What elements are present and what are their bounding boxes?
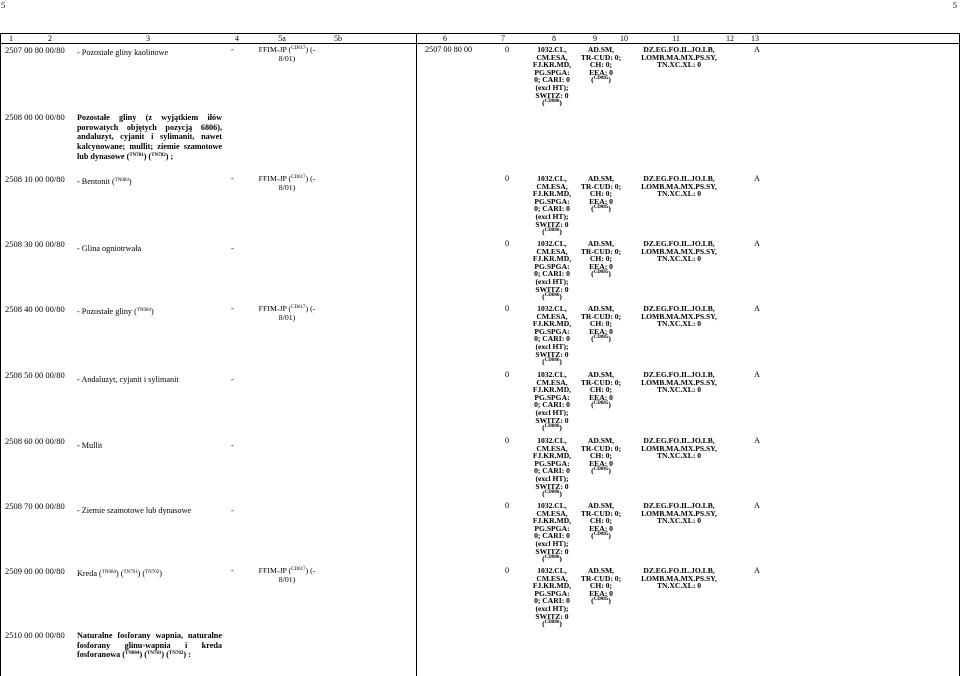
column-header: 8 (552, 34, 556, 43)
goods-description: - Andaluzyt, cyjanit i sylimanit (77, 375, 179, 384)
column-8-codes-line: 1032.CL, (537, 174, 567, 183)
column-8-codes-line: PG.SPGA: (534, 196, 570, 206)
column-13-value: A (754, 304, 760, 313)
column-8-codes (530, 175, 574, 236)
column-8-codes-line: SWITZ: 0 (535, 611, 569, 621)
column-9-codes (578, 175, 624, 213)
column-8-codes-line: FJ.KR.MD, (532, 189, 572, 199)
column-11-codes (638, 437, 720, 460)
column-8-codes-line: ($^{CD886}$) (542, 357, 562, 367)
goods-description: - Ziemie szamotowe lub dynasowe (77, 506, 192, 515)
column-8-codes-line: ($^{CD886}$) (542, 423, 562, 433)
column-header: 5b (334, 34, 342, 43)
column-header: 9 (593, 34, 597, 43)
column-9-codes-line: TR-CUD: 0; (580, 377, 622, 387)
column-8-codes-line: SWITZ: 0 (535, 284, 569, 294)
column-8-codes-line: PG.SPGA: (534, 458, 570, 468)
column-7-value: 0 (505, 370, 510, 379)
column-8-codes-line: SWITZ: 0 (535, 90, 569, 100)
column-9-codes-line: ($^{CD885}$) (591, 466, 611, 476)
column-13-value: A (754, 436, 760, 445)
column-11-codes-line: TN.XC.XL: 0 (656, 581, 702, 591)
column-8-codes-line: 0; CARI: 0 (534, 466, 570, 476)
cn-code: 2508 40 00 00/80 (5, 304, 65, 314)
column-11-codes-line: TN.XC.XL: 0 (656, 451, 702, 461)
column-11-codes-line: LOMB.MA.MX.PS.SY, (641, 508, 717, 518)
column-8-codes-line: CM.ESA, (536, 246, 568, 256)
column-8-codes-line: CM.ESA, (536, 443, 568, 453)
column-11-codes-line: DZ.EG.FO.IL.JO.LB, (643, 436, 715, 445)
column-header: 11 (672, 34, 680, 43)
column-11-codes-line: TN.XC.XL: 0 (656, 60, 702, 70)
column-8-codes-line: ($^{CD886}$) (542, 227, 562, 237)
column-7-value: 0 (505, 566, 510, 575)
column-13-value: A (754, 370, 760, 379)
column-11-codes-line: TN.XC.XL: 0 (656, 385, 702, 395)
column-4-value: - (231, 375, 234, 384)
column-8-codes-line: FJ.KR.MD, (532, 451, 572, 461)
column-8-codes-line: (excl HT); (535, 211, 569, 221)
column-11-codes-line: DZ.EG.FO.IL.JO.LB, (643, 45, 715, 54)
column-8-codes (530, 371, 574, 432)
column-7-value: 0 (505, 304, 510, 313)
column-8-codes-line: 1032.CL, (537, 501, 567, 510)
column-header: 6 (443, 34, 447, 43)
cn-code: 2508 30 00 00/80 (5, 239, 65, 249)
column-8-codes-line: 0; CARI: 0 (534, 204, 570, 214)
column-11-codes-line: LOMB.MA.MX.PS.SY, (641, 246, 717, 256)
column-9-codes (578, 240, 624, 278)
column-11-codes (638, 502, 720, 525)
goods-description: - Bentonit ($^{TN084}$) (77, 177, 132, 186)
column-4-value: - (231, 566, 234, 575)
column-8-codes-line: PG.SPGA: (534, 261, 570, 271)
goods-description: - Glina ogniotrwała (77, 244, 142, 253)
column-8-codes-line: CM.ESA, (536, 573, 568, 583)
column-8-codes-line: 1032.CL, (537, 370, 567, 379)
goods-description: - Mullit (77, 441, 103, 450)
column-8-codes-line: 1032.CL, (537, 566, 567, 575)
column-9-codes-line: ($^{CD885}$) (591, 400, 611, 410)
column-9-codes-line: CH: 0; (589, 319, 613, 329)
column-9-codes-line: CH: 0; (589, 451, 613, 461)
column-9-codes-line: EEA: 0 (589, 392, 613, 402)
ffim-restriction: FFIM-JP ($^{CD617}$) (- 8/01) (258, 174, 316, 192)
column-9-codes-line: CH: 0; (589, 254, 613, 264)
column-11-codes (638, 175, 720, 198)
column-8-codes-line: FJ.KR.MD, (532, 60, 572, 70)
column-11-codes-line: DZ.EG.FO.IL.JO.LB, (643, 501, 715, 510)
page-number-right: 5 (952, 0, 957, 10)
column-11-codes-line: TN.XC.XL: 0 (656, 516, 702, 526)
column-13-value: A (754, 501, 760, 510)
column-8-codes-line: ($^{CD886}$) (542, 619, 562, 629)
column-8-codes-line: 1032.CL, (537, 45, 567, 54)
column-8-codes-line: PG.SPGA: (534, 67, 570, 77)
column-11-codes-line: TN.XC.XL: 0 (656, 189, 702, 199)
column-header: 7 (501, 34, 505, 43)
column-11-codes (638, 46, 720, 69)
column-9-codes (578, 437, 624, 475)
column-11-codes-line: LOMB.MA.MX.PS.SY, (641, 443, 717, 453)
cn-code: 2510 00 00 00/80 (5, 630, 65, 640)
column-8-codes-line: CM.ESA, (536, 377, 568, 387)
column-header: 12 (726, 34, 734, 43)
column-8-codes-line: 0; CARI: 0 (534, 334, 570, 344)
column-8-codes-line: (excl HT); (535, 276, 569, 286)
cn-code: 2508 50 00 00/80 (5, 370, 65, 380)
column-8-codes-line: SWITZ: 0 (535, 219, 569, 229)
column-9-codes-line: CH: 0; (589, 516, 613, 526)
column-9-codes-line: AD.SM, (587, 436, 615, 445)
column-8-codes (530, 46, 574, 107)
column-8-codes-line: FJ.KR.MD, (532, 516, 572, 526)
column-9-codes-line: EEA: 0 (589, 588, 613, 598)
goods-description: Naturalne fosforany wapnia, naturalne fosforany glinu-wapnia i kreda fosforanowa ($^{TN084}$) ($^{TN701}$) ($^{TN702}$) : (77, 631, 222, 660)
column-9-codes-line: AD.SM, (587, 304, 615, 313)
header-bottom-rule (0, 43, 960, 44)
column-7-value: 0 (505, 174, 510, 183)
column-8-codes-line: 0; CARI: 0 (534, 596, 570, 606)
column-header: 1 (9, 34, 13, 43)
column-8-codes-line: PG.SPGA: (534, 326, 570, 336)
column-13-value: A (754, 566, 760, 575)
column-9-codes-line: TR-CUD: 0; (580, 52, 622, 62)
column-8-codes-line: FJ.KR.MD, (532, 581, 572, 591)
column-8-codes-line: 0; CARI: 0 (534, 269, 570, 279)
ffim-restriction: FFIM-JP ($^{CD617}$) (- 8/01) (258, 45, 316, 63)
column-11-codes-line: TN.XC.XL: 0 (656, 254, 702, 264)
column-11-codes-line: LOMB.MA.MX.PS.SY, (641, 377, 717, 387)
column-9-codes-line: AD.SM, (587, 174, 615, 183)
page-number-left: 5 (1, 0, 6, 10)
column-9-codes-line: ($^{CD885}$) (591, 334, 611, 344)
column-8-codes-line: ($^{CD886}$) (542, 554, 562, 564)
column-8-codes-line: (excl HT); (535, 473, 569, 483)
column-header: 13 (751, 34, 759, 43)
column-8-codes (530, 502, 574, 563)
cn-code: 2508 00 00 00/80 (5, 112, 65, 122)
column-11-codes-line: DZ.EG.FO.IL.JO.LB, (643, 174, 715, 183)
column-8-codes-line: 1032.CL, (537, 436, 567, 445)
column-8-codes-line: SWITZ: 0 (535, 481, 569, 491)
ffim-restriction: FFIM-JP ($^{CD617}$) (- 8/01) (258, 304, 316, 322)
column-9-codes-line: EEA: 0 (589, 458, 613, 468)
column-9-codes-line: EEA: 0 (589, 261, 613, 271)
column-8-codes-line: (excl HT); (535, 82, 569, 92)
column-8-codes (530, 240, 574, 301)
column-8-codes (530, 305, 574, 366)
column-9-codes-line: CH: 0; (589, 189, 613, 199)
cn-code: 2509 00 00 00/80 (5, 566, 65, 576)
column-9-codes (578, 371, 624, 409)
column-9-codes-line: AD.SM, (587, 370, 615, 379)
column-9-codes-line: CH: 0; (589, 385, 613, 395)
column-4-value: - (231, 45, 234, 54)
column-8-codes-line: SWITZ: 0 (535, 349, 569, 359)
column-8-codes-line: (excl HT); (535, 603, 569, 613)
column-11-codes (638, 305, 720, 328)
goods-description: - Pozostałe gliny kaolinowe (77, 48, 169, 57)
column-header: 3 (146, 34, 150, 43)
column-8-codes-line: ($^{CD886}$) (542, 98, 562, 108)
column-11-codes-line: LOMB.MA.MX.PS.SY, (641, 181, 717, 191)
column-8-codes-line: 1032.CL, (537, 304, 567, 313)
column-8-codes-line: 0; CARI: 0 (534, 400, 570, 410)
table-top-rule (0, 33, 960, 34)
column-9-codes-line: EEA: 0 (589, 196, 613, 206)
column-7-value: 0 (505, 239, 510, 248)
column-13-value: A (754, 174, 760, 183)
column-4-value: - (231, 244, 234, 253)
column-11-codes-line: DZ.EG.FO.IL.JO.LB, (643, 304, 715, 313)
cn-code: 2508 70 00 00/80 (5, 501, 65, 511)
column-11-codes-line: TN.XC.XL: 0 (656, 319, 702, 329)
cn-code: 2508 60 00 00/80 (5, 436, 65, 446)
column-8-codes-line: CM.ESA, (536, 508, 568, 518)
column-11-codes (638, 240, 720, 263)
column-9-codes-line: ($^{CD885}$) (591, 531, 611, 541)
column-9-codes-line: AD.SM, (587, 45, 615, 54)
column-8-codes-line: (excl HT); (535, 341, 569, 351)
column-8-codes-line: 0; CARI: 0 (534, 531, 570, 541)
column-6-code: 2507 00 80 00 (425, 45, 473, 54)
column-9-codes (578, 502, 624, 540)
column-divider (416, 33, 417, 676)
column-8-codes (530, 437, 574, 498)
column-8-codes-line: SWITZ: 0 (535, 546, 569, 556)
column-header: 2 (48, 34, 52, 43)
column-9-codes-line: ($^{CD885}$) (591, 596, 611, 606)
column-8-codes-line: CM.ESA, (536, 311, 568, 321)
column-8-codes-line: FJ.KR.MD, (532, 385, 572, 395)
column-8-codes-line: PG.SPGA: (534, 588, 570, 598)
column-9-codes-line: TR-CUD: 0; (580, 443, 622, 453)
column-9-codes-line: ($^{CD885}$) (591, 204, 611, 214)
column-7-value: 0 (505, 45, 510, 54)
column-header: 10 (620, 34, 628, 43)
column-9-codes-line: AD.SM, (587, 501, 615, 510)
ffim-restriction: FFIM-JP ($^{CD617}$) (- 8/01) (258, 566, 316, 584)
goods-description: Kreda ($^{TN084}$) ($^{TN701}$) ($^{TN702}$) (77, 569, 163, 578)
column-header: 4 (235, 34, 239, 43)
column-4-value: - (231, 441, 234, 450)
column-9-codes (578, 46, 624, 84)
goods-description: - Pozostałe gliny ($^{TN084}$) (77, 307, 154, 316)
column-7-value: 0 (505, 501, 510, 510)
column-9-codes-line: AD.SM, (587, 239, 615, 248)
column-11-codes-line: LOMB.MA.MX.PS.SY, (641, 311, 717, 321)
column-9-codes-line: EEA: 0 (589, 523, 613, 533)
column-8-codes-line: ($^{CD886}$) (542, 489, 562, 499)
column-11-codes-line: LOMB.MA.MX.PS.SY, (641, 52, 717, 62)
column-9-codes-line: CH: 0; (589, 60, 613, 70)
column-8-codes-line: CM.ESA, (536, 52, 568, 62)
column-13-value: A (754, 239, 760, 248)
column-8-codes-line: PG.SPGA: (534, 523, 570, 533)
column-11-codes (638, 371, 720, 394)
column-9-codes-line: AD.SM, (587, 566, 615, 575)
column-11-codes-line: DZ.EG.FO.IL.JO.LB, (643, 566, 715, 575)
column-8-codes-line: PG.SPGA: (534, 392, 570, 402)
column-8-codes-line: CM.ESA, (536, 181, 568, 191)
column-8-codes-line: 1032.CL, (537, 239, 567, 248)
column-7-value: 0 (505, 436, 510, 445)
column-4-value: - (231, 304, 234, 313)
column-9-codes-line: CH: 0; (589, 581, 613, 591)
column-9-codes (578, 305, 624, 343)
goods-description: Pozostałe gliny (z wyjątkiem iłów porowatych objętych pozycją 6806), andaluzyt, cyjanit i sylimanit, nawet kalcynowane; mullit; ziemie szamotowe lub dynasowe ($^{TN701}$) ($^{TN702}$) ; (77, 113, 222, 161)
column-9-codes-line: TR-CUD: 0; (580, 246, 622, 256)
column-header: 5a (278, 34, 286, 43)
column-8-codes-line: FJ.KR.MD, (532, 254, 572, 264)
column-9-codes-line: EEA: 0 (589, 67, 613, 77)
column-9-codes (578, 567, 624, 605)
column-9-codes-line: TR-CUD: 0; (580, 311, 622, 321)
cn-code: 2507 00 80 00/80 (5, 45, 65, 55)
column-8-codes-line: FJ.KR.MD, (532, 319, 572, 329)
column-11-codes-line: DZ.EG.FO.IL.JO.LB, (643, 239, 715, 248)
column-divider (0, 33, 1, 676)
column-8-codes-line: ($^{CD886}$) (542, 292, 562, 302)
column-11-codes (638, 567, 720, 590)
column-4-value: - (231, 506, 234, 515)
column-13-value: A (754, 45, 760, 54)
column-8-codes (530, 567, 574, 628)
column-9-codes-line: TR-CUD: 0; (580, 573, 622, 583)
column-8-codes-line: (excl HT); (535, 538, 569, 548)
column-9-codes-line: TR-CUD: 0; (580, 508, 622, 518)
column-11-codes-line: LOMB.MA.MX.PS.SY, (641, 573, 717, 583)
column-8-codes-line: 0; CARI: 0 (534, 75, 570, 85)
column-4-value: - (231, 174, 234, 183)
cn-code: 2508 10 00 00/80 (5, 174, 65, 184)
column-9-codes-line: TR-CUD: 0; (580, 181, 622, 191)
column-9-codes-line: EEA: 0 (589, 326, 613, 336)
column-8-codes-line: SWITZ: 0 (535, 415, 569, 425)
column-8-codes-line: (excl HT); (535, 407, 569, 417)
column-9-codes-line: ($^{CD885}$) (591, 269, 611, 279)
column-9-codes-line: ($^{CD885}$) (591, 75, 611, 85)
column-11-codes-line: DZ.EG.FO.IL.JO.LB, (643, 370, 715, 379)
